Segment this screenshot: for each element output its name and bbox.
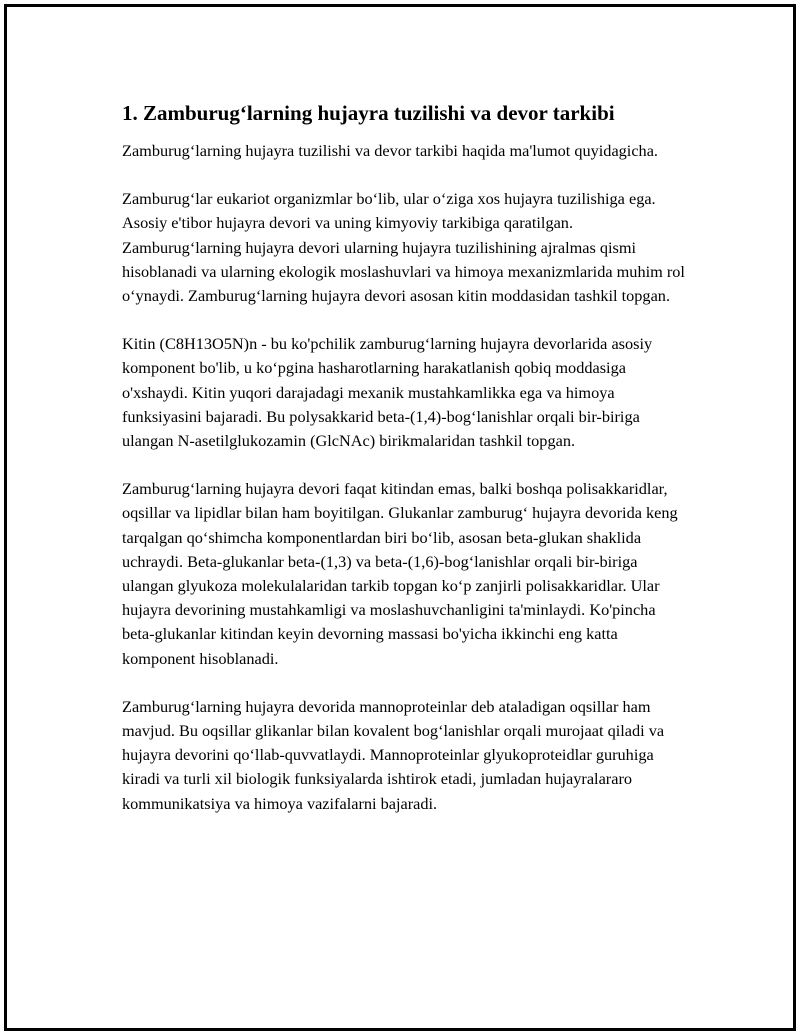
paragraph-intro: Zamburug‘larning hujayra tuzilishi va devor tarkibi haqida ma'lumot quyidagicha. — [122, 141, 658, 160]
paragraph-eukaryote: Zamburug‘lar eukariot organizmlar bo‘lib, ular o‘ziga xos hujayra tuzilishiga ega. Asosiy e'tibor hujayra devori va uning kimyoviy tarkibiga qaratilgan. Zamburug‘larning hujayra devori ularning hujayra tuzilishining ajralmas qismi hisoblanadi va ularning ekologik moslashuvlari va himoya mexanizmlarida muhim rol o‘ynaydi. Zamburug‘larning hujayra devori asosan kitin moddasidan tashkil topgan. — [122, 189, 685, 306]
paragraph-mannoproteins: Zamburug‘larning hujayra devorida mannoproteinlar deb ataladigan oqsillar ham mavjud. Bu oqsillar glikanlar bilan kovalent bog‘lanishlar orqali murojaat qiladi va hujayra devorini qo‘llab-quvvatlaydi. Mannoproteinlar glyukoproteidlar guruhiga kiradi va turli xil biologik funksiyalarda ishtirok etadi, jumladan hujayralararo kommunikatsiya va himoya vazifalarni bajaradi. — [122, 696, 665, 813]
section-heading: 1. Zamburug‘larning hujayra tuzilishi va devor tarkibi — [122, 101, 615, 125]
paragraph-chitin: Kitin (C8H13O5N)n - bu ko'pchilik zamburug‘larning hujayra devorlarida asosiy komponent bo'lib, u ko‘pgina hasharotlarning harakatlanish qobiq moddasiga o'xshaydi. Kitin yuqori darajadagi mexanik mustahkamlikka ega va himoya funksiyasini bajaradi. Bu polysakkarid beta-(1,4)-bog‘lanishlar orqali bir-biriga ulangan N-asetilglukozamin (GlcNAc) birikmalaridan tashkil topgan. — [122, 334, 653, 451]
document-body — [122, 99, 692, 840]
page-frame — [4, 4, 796, 1031]
paragraph-glucans: Zamburug‘larning hujayra devori faqat kitindan emas, balki boshqa polisakkaridlar, oqsillar va lipidlar bilan ham boyitilgan. Glukanlar zamburug‘ hujayra devorida keng tarqalgan qo‘shimcha komponentlardan biri bo‘lib, asosan beta-glukan shaklida uchraydi. Beta-glukanlar beta-(1,3) va beta-(1,6)-bog‘lanishlar orqali bir-biriga ulangan glyukoza molekulalaridan tarkib topgan ko‘p zanjirli polisakkaridlar. Ular hujayra devorining mustahkamligi va moslashuvchanligini ta'minlaydi. Ko'pincha beta-glukanlar kitindan keyin devorning massasi bo'yicha ikkinchi eng katta komponent hisoblanadi. — [122, 479, 678, 668]
